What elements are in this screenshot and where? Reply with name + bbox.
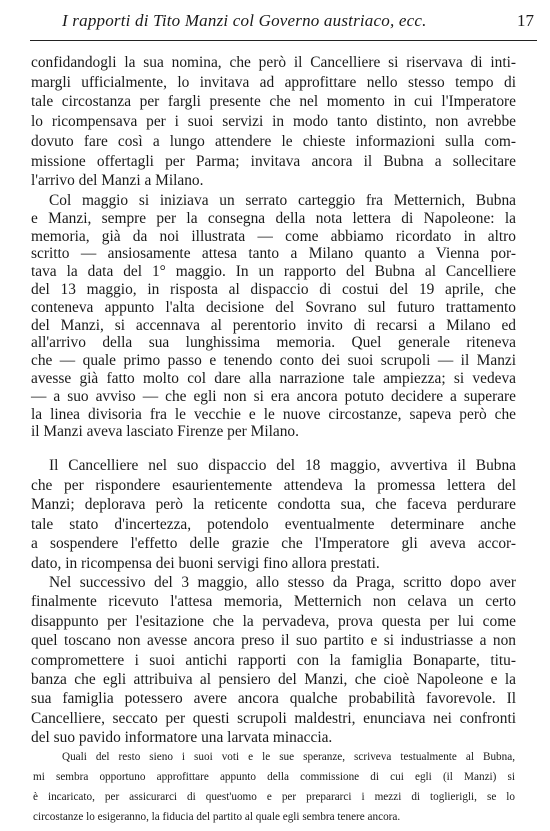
body-line: dato, in ricompensa dei buoni servigi fino allora prestati. — [31, 555, 380, 572]
header-rule — [30, 40, 537, 41]
body-line: avesse già fatto molto col dare alla narrazione tale ampiezza; si vedeva — [31, 370, 516, 387]
body-line: — a suo avviso — che egli non si era ancora potuto decidere a superare — [31, 388, 516, 405]
page-number: 17 — [517, 11, 534, 30]
body-line: che per rispondere esaurientemente attendeva la promessa lettera del — [31, 477, 516, 494]
body-line: dovuto fare così a lungo attendere le chieste informazioni sulla com- — [31, 133, 516, 150]
body-line: scritto — ansiosamente attesa tanto a Milano quanto a Vienna por- — [31, 245, 516, 262]
body-line: conteneva appunto l'alta decisione del Sovrano sul futuro trattamento — [31, 299, 516, 316]
body-line: memoria, già da noi illustrata — come abbiamo ricordato in altro — [31, 228, 516, 245]
body-line: tale stato d'incertezza, potendolo eventualmente determinare anche — [31, 516, 516, 533]
body-line: disappunto per l'esitazione che la pervadeva, prova questa per lui come — [31, 613, 516, 630]
body-line: missione offertagli per Parma; invitava ancora il Bubna a sollecitare — [31, 153, 516, 170]
body-line: sua famiglia potessero avere ancora qualche probabilità favorevole. Il — [31, 690, 516, 707]
body-line: lo ricompensava per i suoi servizi in modo tanto distinto, non avrebbe — [31, 113, 516, 130]
body-line: del 13 maggio, in risposta al dispaccio di costui del 19 aprile, che — [31, 281, 516, 298]
body-line: finalmente ricevuto l'attesa memoria, Metternich non celava un certo — [31, 593, 516, 610]
body-line: all'arrivo della sua lunghissima memoria. Quel generale riteneva — [31, 334, 516, 351]
body-line: Col maggio si iniziava un serrato carteggio fra Metternich, Bubna — [49, 192, 516, 209]
body-line: quel toscano non avesse ancora preso il suo partito e si industriasse a non — [31, 632, 516, 649]
footnote-line: Quali del resto sieno i suoi voti e le sue speranze, scriveva testualmente al Bubna, — [62, 751, 515, 763]
body-line: Nel successivo del 3 maggio, allo stesso da Praga, scritto dopo aver — [49, 574, 516, 591]
body-line: tale circostanza per fargli presente che nel momento in cui l'Imperatore — [31, 93, 516, 110]
body-line: la linea divisoria fra le vecchie e le nuove circostanze, sapeva però che — [31, 406, 516, 423]
body-line: tava la data del 1° maggio. In un rapporto del Bubna al Cancelliere — [31, 263, 516, 280]
body-line: e Manzi, sempre per la consegna della nota lettera di Napoleone: la — [31, 210, 516, 227]
running-header-title: I rapporti di Tito Manzi col Governo austriaco, ecc. — [62, 11, 427, 30]
body-line: l'arrivo del Manzi a Milano. — [31, 172, 204, 189]
body-line: Il Cancelliere nel suo dispaccio del 18 maggio, avvertiva il Bubna — [49, 457, 516, 474]
footnote-line: è incaricato, per assicurarci di quest'uomo e per prepararci i mezzi di toglierigli, se lo — [33, 791, 515, 803]
body-line: margli ufficialmente, lo invitava ad approfittare nello stesso tempo di — [31, 74, 516, 91]
body-line: che — quale primo passo e tenendo conto dei suoi scrupoli — il Manzi — [31, 352, 516, 369]
footnote-line: circostanze lo esigeranno, la fiducia del partito al quale egli sembra tenere ancora. — [33, 811, 401, 823]
body-line: confidandogli la sua nomina, che però il Cancelliere si riservava di inti- — [31, 54, 516, 71]
body-line: Cancelliere, seccato per questi scrupoli maldestri, enunciava nei confronti — [31, 710, 516, 727]
footnote-line: mi sembra opportuno approfittare appunto della commissione di cui egli (il Manzi) si — [33, 771, 515, 783]
body-line: del Manzi, si accennava al perentorio invito di recarsi a Milano ed — [31, 317, 516, 334]
body-line: banza che egli attribuiva al pensiero del Manzi, che cioè Napoleone e la — [31, 671, 516, 688]
body-line: Manzi; deplorava però la reticente condotta sua, che faceva perdurare — [31, 496, 516, 513]
body-line: compromettere i suoi antichi rapporti con la famiglia Bonaparte, titu- — [31, 652, 516, 669]
body-line: a sospendere l'effetto delle grazie che l'Imperatore gli aveva accor- — [31, 535, 516, 552]
body-line: del suo pavido informatore una larvata minaccia. — [31, 729, 333, 746]
body-line: il Manzi aveva lasciato Firenze per Milano. — [31, 423, 299, 440]
